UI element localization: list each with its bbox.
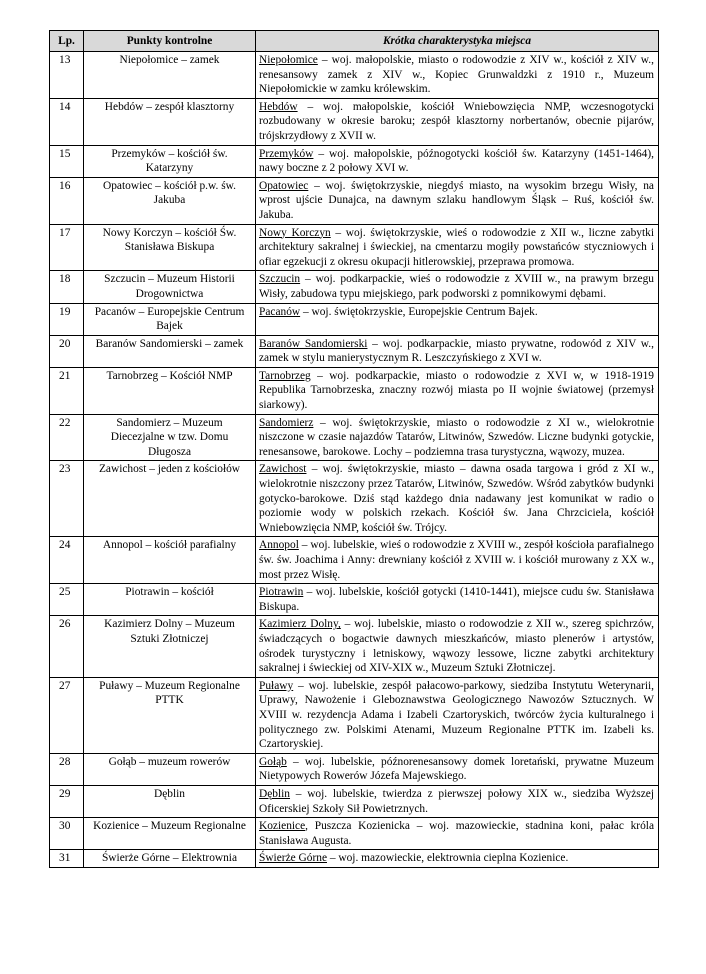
row-number: 13	[50, 52, 84, 99]
place-description: – woj. świętokrzyskie, wieś o rodowodzie z XII w., liczne zabytki architektury sakralnej i świeckiej, na cmentarzu mogiły powstańców styczniowych i ofiar egzekucji z okresu okupacji hitlerowskiej, przeprawa promowa.	[259, 226, 654, 268]
row-number: 24	[50, 537, 84, 584]
header-number: Lp.	[50, 31, 84, 52]
place-name: Niepołomice	[259, 54, 318, 66]
table-row	[50, 753, 659, 785]
place-name: Dęblin	[259, 787, 291, 800]
row-checkpoint: Niepołomice – zamek	[84, 52, 256, 99]
row-number: 27	[50, 677, 84, 753]
row-checkpoint: Szczucin – Muzeum Historii Drogownictwa	[84, 271, 256, 303]
table-row	[50, 818, 659, 850]
place-description: – woj. lubelskie, miasto o rodowodzie z XII w., szereg spichrzów, świadczących o bogactwie dawnych mieszkańców, miasto plenerów i artystów, ośrodek turystyczny i letniskowy, wąwozy lessowe, liczne zabytki architektury sakralnej i świeckiej od XIV-XIX w., Muzeum Sztuki Złotniczej.	[259, 618, 654, 675]
row-checkpoint: Opatowiec – kościół p.w. św. Jakuba	[84, 177, 256, 224]
table-row	[50, 98, 659, 145]
table-header-row	[50, 31, 659, 52]
row-checkpoint: Pacanów – Europejskie Centrum Bajek	[84, 303, 256, 335]
table-row	[50, 335, 659, 367]
row-number: 31	[50, 850, 84, 868]
place-description: , Puszcza Kozienicka – woj. mazowieckie, stadnina koni, pałac króla Stanisława Augusta.	[259, 820, 654, 847]
table-row	[50, 677, 659, 753]
row-number: 14	[50, 98, 84, 145]
table-row	[50, 616, 659, 677]
place-description: – woj. lubelskie, zespół pałacowo-parkowy, siedziba Instytutu Weterynarii, Uprawy, Nawożenie i Gleboznawstwa Geologicznego Nawozów Sztucznych. W XVIII w. rezydencja Adama i Izabeli Czartoryskich, twórców życia kulturalnego i politycznego zw. Polskimi Atenami, Muzeum Regionalne PTTK im. Izabeli ks. Czartoryskiej.	[259, 679, 654, 751]
place-name: Gołąb	[259, 755, 287, 768]
place-description: – woj. lubelskie, kościół gotycki (1410-1441), miejsce cudu św. Stanisława Biskupa.	[259, 586, 654, 613]
place-description: – woj. mazowieckie, elektrownia cieplna Kozienice.	[327, 852, 569, 865]
row-number: 21	[50, 367, 84, 414]
row-description	[256, 584, 659, 616]
row-number: 16	[50, 177, 84, 224]
table-row	[50, 271, 659, 303]
table-row	[50, 52, 659, 99]
checkpoints-table	[49, 30, 659, 868]
place-name: Zawichost	[259, 463, 307, 476]
row-checkpoint: Nowy Korczyn – kościół Św. Stanisława Biskupa	[84, 224, 256, 271]
row-description	[256, 677, 659, 753]
row-checkpoint: Kazimierz Dolny – Muzeum Sztuki Złotniczej	[84, 616, 256, 677]
row-description	[256, 303, 659, 335]
row-description	[256, 335, 659, 367]
row-number: 19	[50, 303, 84, 335]
row-description	[256, 616, 659, 677]
row-checkpoint: Przemyków – kościół św. Katarzyny	[84, 145, 256, 177]
table-row	[50, 145, 659, 177]
place-name: Nowy Korczyn	[259, 226, 331, 239]
table-row	[50, 367, 659, 414]
row-description	[256, 850, 659, 868]
table-row	[50, 785, 659, 817]
row-number: 17	[50, 224, 84, 271]
row-description	[256, 177, 659, 224]
row-description	[256, 753, 659, 785]
row-number: 30	[50, 818, 84, 850]
table-row	[50, 584, 659, 616]
place-name: Kozienice	[259, 820, 306, 833]
row-description	[256, 461, 659, 537]
header-description: Krótka charakterystyka miejsca	[256, 31, 659, 52]
row-description	[256, 271, 659, 303]
place-name: Piotrawin	[259, 586, 304, 599]
place-description: – woj. małopolskie, miasto o rodowodzie z XIV w., kościół z XIV w., renesansowy zamek z XIV w., Kopiec Grunwaldzki z 1910 r., Muzeum Niepołomickie w zamku królewskim.	[259, 54, 654, 96]
place-name: Hebdów	[259, 100, 298, 113]
row-checkpoint: Zawichost – jeden z kościołów	[84, 461, 256, 537]
row-number: 25	[50, 584, 84, 616]
row-description	[256, 785, 659, 817]
place-description: – woj. podkarpackie, miasto o rodowodzie z XVI w, w 1918-1919 Republika Tarnobrzeska, znaczny rozwój miasta po II wojnie światowej (przemysł siarkowy).	[259, 369, 654, 412]
row-description	[256, 537, 659, 584]
table-row	[50, 177, 659, 224]
table-row	[50, 303, 659, 335]
place-name: Świerże Górne	[259, 852, 327, 865]
place-name: Opatowiec	[259, 179, 309, 192]
place-name: Puławy	[259, 679, 294, 692]
row-checkpoint: Tarnobrzeg – Kościół NMP	[84, 367, 256, 414]
place-name: Kazimierz Dolny,	[259, 618, 341, 631]
row-description	[256, 98, 659, 145]
place-name: Przemyków	[259, 147, 314, 160]
header-checkpoints: Punkty kontrolne	[84, 31, 256, 52]
place-description: – woj. lubelskie, wieś o rodowodzie z XVIII w., zespół kościoła parafialnego św. św. Joachima i Anny: drewniany kościół z XVIII w. i kościół murowany z XX w., most przez Wisłę.	[259, 539, 654, 581]
place-description: – woj. małopolskie, kościół Wniebowzięcia NMP, wczesnogotycki rozbudowany w okresie baroku; zespół klasztorny norbertanów, obecnie pijarów, trójskrzydłowy z XVII w.	[259, 100, 654, 142]
place-description: – woj. świętokrzyskie, niegdyś miasto, na wysokim brzegu Wisły, na wprost ujście Dunajca, na dawnym szlaku handlowym Śląsk – Ruś, kościół św. Jakuba.	[259, 179, 654, 221]
row-description	[256, 818, 659, 850]
place-description: – woj. świętokrzyskie, Europejskie Centrum Bajek.	[300, 305, 538, 318]
place-name: Baranów Sandomierski	[259, 337, 368, 350]
place-name: Pacanów	[259, 305, 301, 318]
row-checkpoint: Gołąb – muzeum rowerów	[84, 753, 256, 785]
row-checkpoint: Dęblin	[84, 785, 256, 817]
table-row	[50, 414, 659, 461]
table-body	[50, 52, 659, 868]
row-checkpoint: Annopol – kościół parafialny	[84, 537, 256, 584]
row-description	[256, 367, 659, 414]
row-description	[256, 224, 659, 271]
place-name: Tarnobrzeg	[259, 369, 311, 382]
row-description	[256, 145, 659, 177]
row-checkpoint: Świerże Górne – Elektrownia	[84, 850, 256, 868]
place-description: – woj. lubelskie, późnorenesansowy domek loretański, prywatne Muzeum Nietypowych Rowerów Józefa Majewskiego.	[259, 755, 654, 783]
row-number: 22	[50, 414, 84, 461]
place-description: – woj. małopolskie, późnogotycki kościół św. Katarzyny (1451-1464), nawy boczne z 2 połowy XVI w.	[259, 147, 654, 175]
row-checkpoint: Piotrawin – kościół	[84, 584, 256, 616]
table-row	[50, 224, 659, 271]
row-checkpoint: Baranów Sandomierski – zamek	[84, 335, 256, 367]
place-name: Sandomierz	[259, 416, 314, 429]
row-checkpoint: Kozienice – Muzeum Regionalne	[84, 818, 256, 850]
row-number: 29	[50, 785, 84, 817]
place-description: – woj. świętokrzyskie, miasto o rodowodzie z XI w., wielokrotnie niszczone w czasie najazdów Tatarów, Litwinów, Szwedów. Liczne budynki gotyckie, renesansowe, barokowe. Lochy – podziemna trasa turystyczna, wąwozy, muzea.	[259, 416, 654, 458]
row-number: 23	[50, 461, 84, 537]
row-checkpoint: Puławy – Muzeum Regionalne PTTK	[84, 677, 256, 753]
place-name: Annopol	[259, 539, 299, 552]
row-number: 20	[50, 335, 84, 367]
row-number: 15	[50, 145, 84, 177]
place-description: – woj. lubelskie, twierdza z pierwszej połowy XIX w., siedziba Wyższej Oficerskiej Szkoły Sił Powietrznych.	[259, 787, 654, 815]
row-checkpoint: Sandomierz – Muzeum Diecezjalne w tzw. Domu Długosza	[84, 414, 256, 461]
place-description: – woj. podkarpackie, wieś o rodowodzie z XVIII w., na prawym brzegu Wisły, zabudowa typu miejskiego, park podworski z pomnikowymi dębami.	[259, 273, 654, 300]
row-number: 28	[50, 753, 84, 785]
table-row	[50, 461, 659, 537]
table-row	[50, 850, 659, 868]
row-number: 26	[50, 616, 84, 677]
table-row	[50, 537, 659, 584]
row-checkpoint: Hebdów – zespół klasztorny	[84, 98, 256, 145]
place-name: Szczucin	[259, 273, 301, 286]
row-number: 18	[50, 271, 84, 303]
row-description	[256, 414, 659, 461]
place-description: – woj. świętokrzyskie, miasto – dawna osada targowa i gród z XI w., wielokrotnie niszczony przez Tatarów, Litwinów, Szwedów. Wśród zabytków budynki gotycko-barokowe. Dziś stąd każdego dnia nadawany jest komunikat w radio o poziomie wody w polskich rzekach. Kościół św. Jana Chrzciciela, kościół Wniebowzięcia NMP, kościół św. Trójcy.	[259, 463, 654, 534]
place-description: – woj. podkarpackie, miasto prywatne, rodowód z XIV w., zamek w stylu manierystycznym R. Leszczyńskiego z XVI w.	[259, 337, 654, 365]
row-description	[256, 52, 659, 99]
